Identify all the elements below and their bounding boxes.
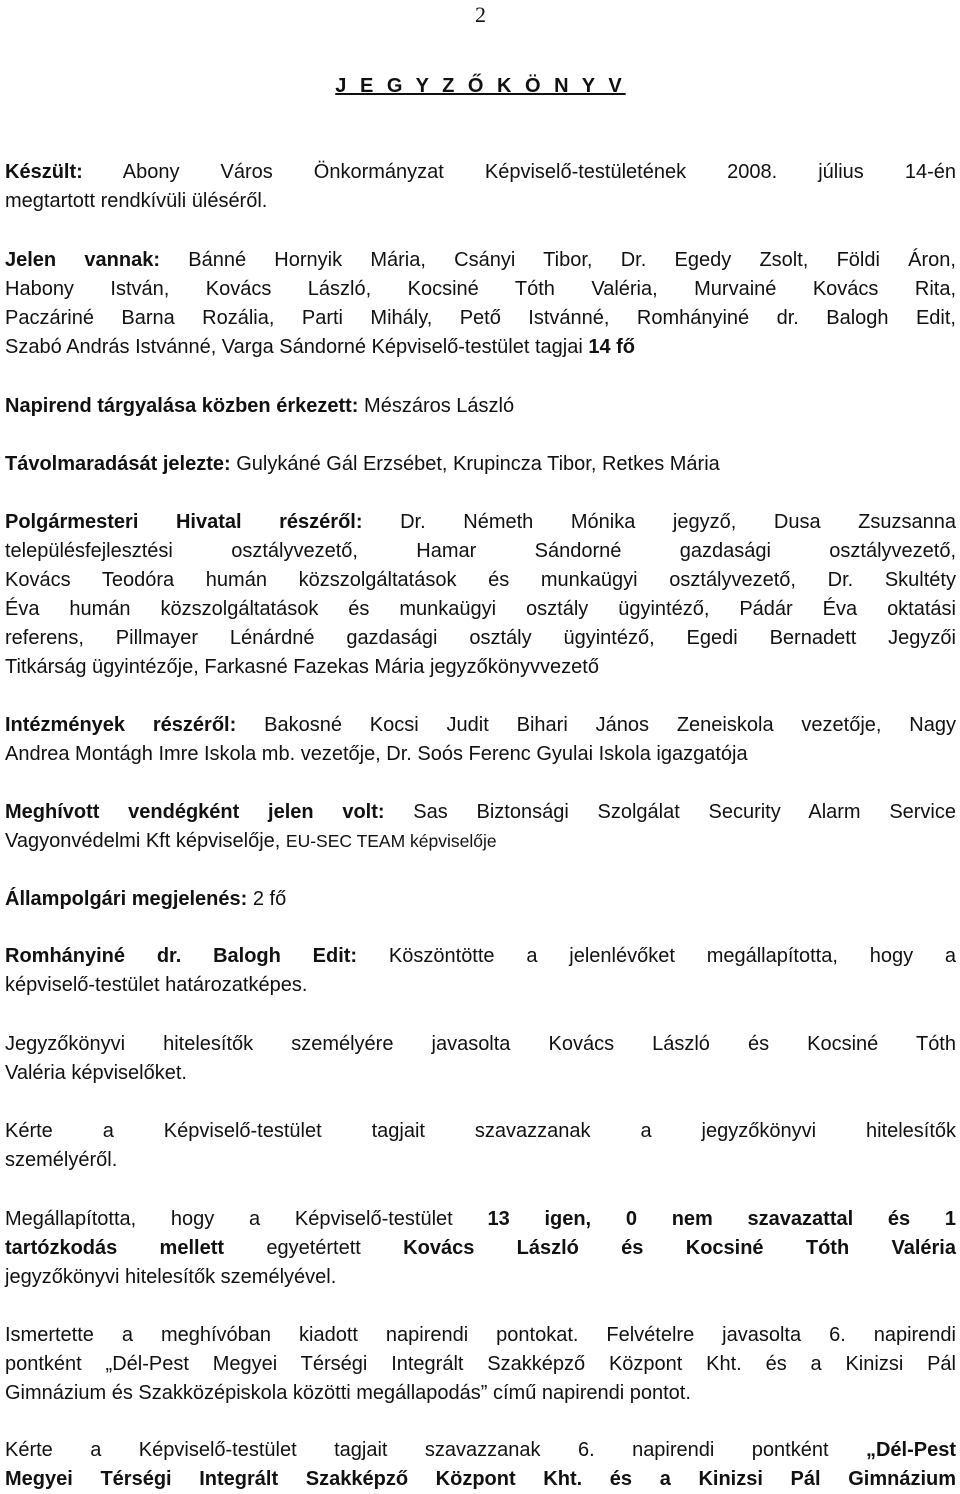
jelen-line-4: Szabó András Istvánné, Varga Sándorné Képviselő-testület tagjai 14 fő (5, 336, 636, 358)
paragraph-keszult (5, 158, 956, 216)
romhanyine-line-2: képviselő-testület határozatképes. (5, 974, 308, 996)
hivatal-line-2: településfejlesztési osztályvezető, Hamar Sándorné gazdasági osztályvezető, (5, 540, 956, 562)
kerte1-line-2: személyéről. (5, 1149, 118, 1171)
megallapitotta-line-1: Megállapította, hogy a Képviselő-testület 13 igen, 0 nem szavazattal és 1 (5, 1208, 956, 1230)
intezmenyek-line-1: Intézmények részéről: Bakosné Kocsi Judit Bihari János Zeneiskola vezetője, Nagy (5, 714, 956, 736)
jelen-line-3: Paczáriné Barna Rozália, Parti Mihály, Pető Istvánné, Romhányiné dr. Balogh Edit, (5, 307, 956, 329)
paragraph-hitelesitok (5, 1030, 956, 1088)
paragraph-napirend-kozben (5, 392, 956, 421)
keszult-label: Készült: (5, 161, 83, 183)
jelen-line-2: Habony István, Kovács László, Kocsiné Tóth Valéria, Murvainé Kovács Rita, (5, 278, 956, 300)
page-number: 2 (475, 2, 486, 27)
romhanyine-label: Romhányiné dr. Balogh Edit: (5, 945, 358, 967)
paragraph-ismertette (5, 1321, 956, 1408)
paragraph-allampolgari (5, 885, 956, 914)
napirend-kozben-text: Mészáros László (364, 395, 515, 417)
ismertette-line-2: pontként „Dél-Pest Megyei Térségi Integrált Szakképző Központ Kht. és a Kinizsi Pál (5, 1353, 956, 1375)
hivatal-line-3: Kovács Teodóra humán közszolgáltatások és munkaügyi osztályvezető, Dr. Skultéty (5, 569, 956, 591)
megallapitotta-line-3: jegyzőkönyvi hitelesítők személyével. (5, 1266, 337, 1288)
jelen-label: Jelen vannak: (5, 249, 160, 271)
intezmenyek-line-2: Andrea Montágh Imre Iskola mb. vezetője, Dr. Soós Ferenc Gyulai Iskola igazgatója (5, 743, 748, 765)
keszult-line-1: Készült: Abony Város Önkormányzat Képviselő-testületének 2008. július 14-én (5, 161, 956, 183)
paragraph-kerte-napirend (5, 1436, 956, 1494)
kerte2-line-2: Megyei Térségi Integrált Szakképző Központ Kht. és a Kinizsi Pál Gimnázium (5, 1468, 956, 1490)
hivatal-line-4: Éva humán közszolgáltatások és munkaügyi osztály ügyintéző, Pádár Éva oktatási (5, 598, 956, 620)
allampolgari-text: 2 fő (252, 888, 287, 910)
ismertette-line-3: Gimnázium és Szakközépiskola közötti megállapodás” című napirendi pontot. (5, 1382, 691, 1404)
paragraph-jelen-vannak (5, 246, 956, 362)
paragraph-meghivott (5, 798, 956, 856)
paragraph-intezmenyek (5, 711, 956, 769)
hitelesitok-line-2: Valéria képviselőket. (5, 1062, 187, 1084)
document-title: J E G Y Z Ő K Ö N Y V (335, 75, 626, 97)
ismertette-line-1: Ismertette a meghívóban kiadott napirendi pontokat. Felvételre javasolta 6. napirendi (5, 1324, 956, 1346)
intezmenyek-label: Intézmények részéről: (5, 714, 237, 736)
paragraph-hivatal (5, 508, 956, 682)
hivatal-line-5: referens, Pillmayer Lénárdné gazdasági osztály ügyintéző, Egedi Bernadett Jegyzői (5, 627, 956, 649)
paragraph-kerte-hitelesitok (5, 1117, 956, 1175)
keszult-line-2: megtartott rendkívüli üléséről. (5, 190, 268, 212)
megallapitotta-line-2: tartózkodás mellett egyetértett Kovács László és Kocsiné Tóth Valéria (5, 1237, 956, 1259)
hivatal-line-6: Titkárság ügyintézője, Farkasné Fazekas Mária jegyzőkönyvvezető (5, 656, 599, 678)
kerte1-line-1: Kérte a Képviselő-testület tagjait szavazzanak a jegyzőkönyvi hitelesítők (5, 1120, 956, 1142)
hivatal-line-1: Polgármesteri Hivatal részéről: Dr. Németh Mónika jegyző, Dusa Zsuzsanna (5, 511, 956, 533)
jelen-line-1: Jelen vannak: Bánné Hornyik Mária, Csányi Tibor, Dr. Egedy Zsolt, Földi Áron, (5, 249, 956, 271)
paragraph-tavolmaradas (5, 450, 956, 479)
hitelesitok-line-1: Jegyzőkönyvi hitelesítők személyére javasolta Kovács László és Kocsiné Tóth (5, 1033, 956, 1055)
paragraph-romhanyine (5, 942, 956, 1000)
kerte2-line-1: Kérte a Képviselő-testület tagjait szavazzanak 6. napirendi pontként „Dél-Pest (5, 1439, 956, 1461)
romhanyine-line-1: Romhányiné dr. Balogh Edit: Köszöntötte a jelenlévőket megállapította, hogy a (5, 945, 957, 967)
meghivott-label: Meghívott vendégként jelen volt: (5, 801, 385, 823)
meghivott-line-1: Meghívott vendégként jelen volt: Sas Biztonsági Szolgálat Security Alarm Service (5, 801, 957, 823)
jelen-count: 14 fő (588, 336, 636, 358)
paragraph-megallapitotta (5, 1205, 956, 1292)
napirend-kozben-label: Napirend tárgyalása közben érkezett: (5, 395, 359, 417)
hivatal-label: Polgármesteri Hivatal részéről: (5, 511, 363, 533)
tavolmaradas-text: Gulykáné Gál Erzsébet, Krupincza Tibor, Retkes Mária (236, 453, 720, 475)
meghivott-line-2: Vagyonvédelmi Kft képviselője, EU-SEC TEAM képviselője (5, 830, 497, 852)
tavolmaradas-label: Távolmaradását jelezte: (5, 453, 231, 475)
allampolgari-label: Állampolgári megjelenés: (5, 888, 248, 910)
